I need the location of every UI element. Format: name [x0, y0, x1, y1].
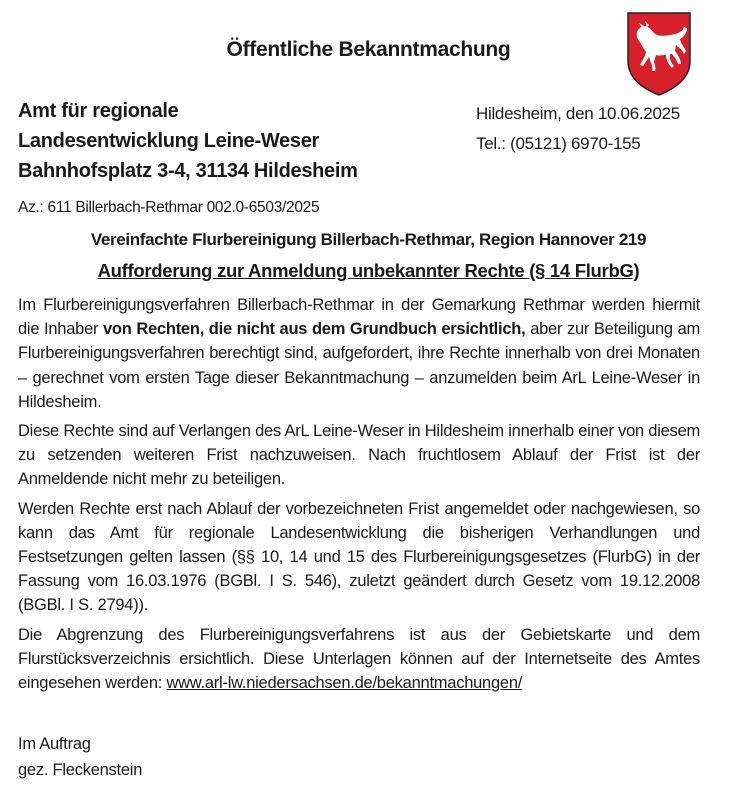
website-link[interactable]: www.arl-lw.niedersachsen.de/bekanntmachungen/ [166, 674, 523, 693]
signature-name: gez. Fleckenstein [18, 761, 143, 779]
file-reference: Az.: 611 Billerbach-Rethmar 002.0-6503/2025 [18, 199, 320, 216]
notice-body [18, 293, 700, 700]
closing [18, 731, 142, 783]
paragraph-4-text: Die Abgrenzung des Flurbereinigungsverfahrens ist aus der Gebietskarte und dem Flurstücksverzeichnis ersichtlich. Diese Unterlagen können auf der Internetseite des Amtes eingesehen werden: [18, 625, 700, 693]
paragraph-1 [18, 293, 700, 414]
notice-title: Aufforderung zur Anmeldung unbekannter Rechte (§ 14 FlurbG) [97, 260, 640, 281]
paragraph-4 [18, 623, 700, 696]
authority-name-line-1: Amt für regionale [18, 100, 179, 122]
paragraph-1-text-a: Im Flurbereinigungsverfahren Billerbach-Rethmar in der Gemarkung Rethmar werden hiermit die Inhaber [18, 296, 700, 339]
paragraph-2: Diese Rechte sind auf Verlangen des ArL Leine-Weser in Hildesheim innerhalb einer von diesem zu setzenden weiteren Frist nachzuweisen. Nach fruchtlosem Ablauf der Frist ist der Anmeldende nicht mehr zu beteiligen. [18, 422, 700, 489]
procedure-title: Vereinfachte Flurbereinigung Billerbach-Rethmar, Region Hannover 219 [90, 230, 647, 249]
notice-heading: Öffentliche Bekanntmachung [226, 38, 511, 61]
authority-address: Bahnhofsplatz 3-4, 31134 Hildesheim [18, 160, 358, 182]
authority-name-line-2: Landesentwicklung Leine-Weser [18, 130, 320, 152]
paragraph-3: Werden Rechte erst nach Ablauf der vorbezeichneten Frist angemeldet oder nachgewiesen, so kann das Amt für regionale Landesentwicklung die bisherigen Verhandlungen und Festsetzungen gelten lassen (§§ 10, 14 und 15 des Flurbereinigungsgesetzes (FlurbG) in der Fassung vom 16.03.1976 (BGBl. I S. 546), zuletzt geändert durch Gesetz vom 19.12.2008 (BGBl. I S. 2794)). [18, 499, 700, 615]
closing-in-order: Im Auftrag [18, 735, 91, 753]
lower-saxony-horse-crest-icon [626, 11, 692, 96]
phone-number: Tel.: (05121) 6970-155 [476, 134, 641, 153]
paragraph-1-bold-text: von Rechten, die nicht aus dem Grundbuch ersichtlich, [103, 320, 526, 339]
paragraph-1-text-b: aber zur Beteiligung am Flurbereinigungsverfahren berechtigt sind, aufgefordert, ihre Rechte innerhalb von drei Monaten – gerechnet vom ersten Tage dieser Bekanntmachung – anzumelden beim ArL Leine-Weser in Hildesheim. [18, 320, 700, 411]
place-date: Hildesheim, den 10.06.2025 [476, 104, 680, 123]
